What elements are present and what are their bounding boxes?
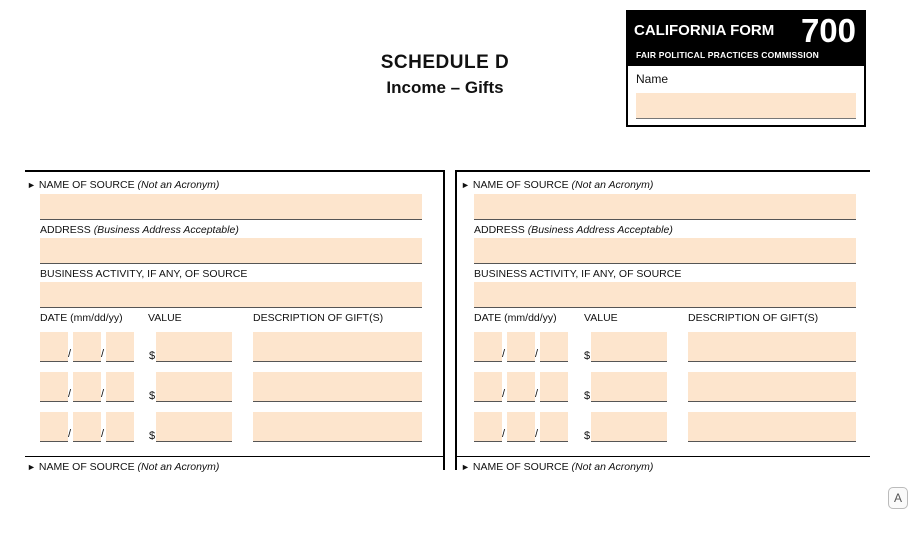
form-number: 700 (800, 12, 856, 49)
source-name-label-next: ► NAME OF SOURCE (Not an Acronym) (461, 461, 654, 473)
dollar-sign: $ (584, 350, 591, 362)
source-name-label: ► NAME OF SOURCE (Not an Acronym) (27, 179, 220, 191)
address-label: ADDRESS (Business Address Acceptable) (474, 224, 673, 236)
date-month-input[interactable] (474, 332, 502, 362)
business-activity-label: BUSINESS ACTIVITY, IF ANY, OF SOURCE (40, 268, 248, 280)
date-day-input[interactable] (73, 412, 101, 442)
business-activity-input[interactable] (474, 282, 856, 308)
dollar-sign: $ (149, 390, 156, 402)
section-divider (25, 456, 443, 457)
date-separator: / (502, 428, 506, 440)
date-separator: / (101, 348, 105, 360)
date-separator: / (502, 388, 506, 400)
arrow-icon: ► (27, 462, 36, 472)
address-label: ADDRESS (Business Address Acceptable) (40, 224, 239, 236)
source-name-label-next: ► NAME OF SOURCE (Not an Acronym) (27, 461, 220, 473)
date-year-input[interactable] (106, 372, 134, 402)
date-day-input[interactable] (507, 332, 535, 362)
date-separator: / (535, 428, 539, 440)
gift-description-input[interactable] (688, 372, 856, 402)
gift-description-input[interactable] (253, 412, 422, 442)
gift-description-input[interactable] (253, 372, 422, 402)
business-activity-label: BUSINESS ACTIVITY, IF ANY, OF SOURCE (474, 268, 682, 280)
business-activity-input[interactable] (40, 282, 422, 308)
dollar-sign: $ (584, 390, 591, 402)
gift-description-input[interactable] (688, 332, 856, 362)
gift-value-input[interactable] (591, 372, 667, 402)
value-label: VALUE (584, 312, 618, 324)
name-label: Name (636, 72, 669, 86)
date-day-input[interactable] (507, 372, 535, 402)
arrow-icon: ► (461, 462, 470, 472)
dollar-sign: $ (149, 430, 156, 442)
schedule-heading: SCHEDULE D (380, 52, 510, 73)
source-name-label: ► NAME OF SOURCE (Not an Acronym) (461, 179, 654, 191)
date-month-input[interactable] (474, 372, 502, 402)
dollar-sign: $ (584, 430, 591, 442)
dollar-sign: $ (149, 350, 156, 362)
date-month-input[interactable] (474, 412, 502, 442)
date-separator: / (68, 348, 72, 360)
accessibility-button[interactable]: A (888, 487, 908, 509)
date-month-input[interactable] (40, 372, 68, 402)
date-separator: / (502, 348, 506, 360)
date-year-input[interactable] (540, 412, 568, 442)
source-name-input[interactable] (40, 194, 422, 220)
date-separator: / (535, 388, 539, 400)
description-label: DESCRIPTION OF GIFT(S) (688, 312, 819, 324)
date-year-input[interactable] (106, 412, 134, 442)
gift-value-input[interactable] (156, 412, 232, 442)
section-divider (457, 456, 870, 457)
form-badge-header (628, 12, 864, 66)
source-name-input[interactable] (474, 194, 856, 220)
description-label: DESCRIPTION OF GIFT(S) (253, 312, 384, 324)
gift-value-input[interactable] (591, 332, 667, 362)
date-month-input[interactable] (40, 412, 68, 442)
form-badge (626, 10, 866, 127)
date-day-input[interactable] (73, 332, 101, 362)
gift-value-input[interactable] (156, 372, 232, 402)
date-separator: / (101, 428, 105, 440)
schedule-subtitle: Income – Gifts (386, 78, 504, 97)
date-separator: / (68, 388, 72, 400)
gift-description-input[interactable] (688, 412, 856, 442)
date-month-input[interactable] (40, 332, 68, 362)
agency-name: FAIR POLITICAL PRACTICES COMMISSION (636, 50, 819, 60)
gift-value-input[interactable] (156, 332, 232, 362)
date-year-input[interactable] (540, 372, 568, 402)
address-input[interactable] (40, 238, 422, 264)
date-year-input[interactable] (106, 332, 134, 362)
date-separator: / (101, 388, 105, 400)
date-year-input[interactable] (540, 332, 568, 362)
date-day-input[interactable] (507, 412, 535, 442)
gift-value-input[interactable] (591, 412, 667, 442)
date-label: DATE (mm/dd/yy) (474, 312, 557, 324)
value-label: VALUE (148, 312, 182, 324)
arrow-icon: ► (27, 180, 36, 190)
arrow-icon: ► (461, 180, 470, 190)
date-separator: / (68, 428, 72, 440)
date-label: DATE (mm/dd/yy) (40, 312, 123, 324)
source-panel-1 (25, 170, 445, 473)
address-input[interactable] (474, 238, 856, 264)
date-separator: / (535, 348, 539, 360)
date-day-input[interactable] (73, 372, 101, 402)
source-panel-2 (455, 170, 870, 473)
name-field[interactable] (636, 93, 856, 119)
schedule-title (330, 52, 560, 98)
form-title: CALIFORNIA FORM (634, 22, 775, 39)
gift-description-input[interactable] (253, 332, 422, 362)
